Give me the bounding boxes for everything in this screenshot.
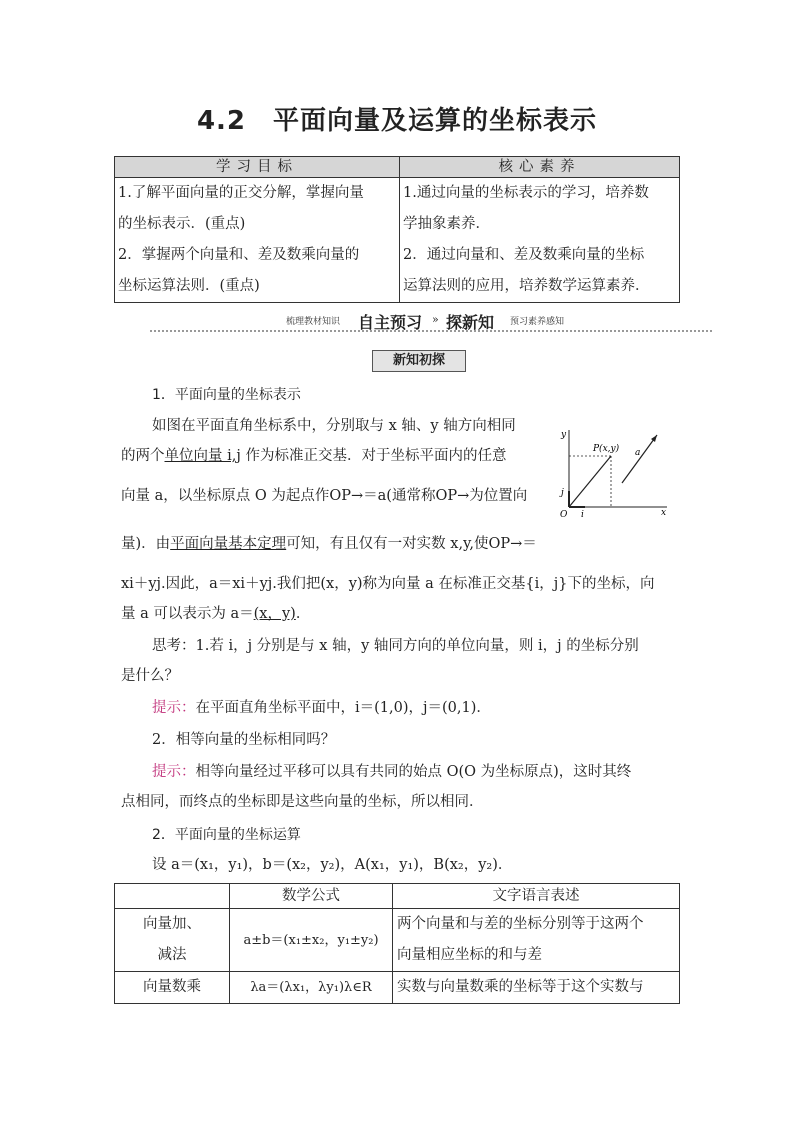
i-label: i <box>581 510 584 520</box>
ops-row-desc: 实数与向量数乘的坐标等于这个实数与 <box>393 972 680 1004</box>
ops-header-blank <box>115 884 230 909</box>
goal-line: 2．掌握两个向量和、差及数乘向量的 <box>118 247 360 263</box>
think-q2: 2．相等向量的坐标相同吗？ <box>152 732 336 748</box>
row-desc-line: 两个向量和与差的坐标分别等于这两个 <box>397 916 644 932</box>
goals-header-right: 核心素养 <box>400 157 680 178</box>
text-span: 量 a 可以表示为 a＝ <box>121 606 254 622</box>
ops-header-formula: 数学公式 <box>230 884 393 909</box>
goal-line: 坐标运算法则．(重点) <box>118 278 260 294</box>
text-span: ． <box>295 606 311 622</box>
underlined-term: (x，y) <box>253 606 296 622</box>
text-line <box>121 534 537 554</box>
goal-line: 1.了解平面向量的正交分解，掌握向量 <box>118 185 364 201</box>
banner-left-caption: 梳理教材知识 <box>286 317 341 327</box>
text-span: 量)．由 <box>121 536 171 552</box>
hint-text: 在平面直角坐标平面中，i＝(1,0)，j＝(0,1)． <box>195 700 491 716</box>
hint-label: 提示： <box>152 700 196 716</box>
hint-1 <box>152 698 491 718</box>
text-span: 作为标准正交基．对于坐标平面内的任意 <box>240 448 507 464</box>
text-line <box>121 604 310 624</box>
row-name-line: 向量加、 <box>143 916 201 932</box>
new-knowledge-tag: 新知初探 <box>372 350 466 372</box>
literacy-line: 2．通过向量和、差及数乘向量的坐标 <box>403 247 645 263</box>
underlined-term: 单位向量 i,j <box>164 448 241 464</box>
goals-right-cell <box>400 178 680 303</box>
hint-label: 提示： <box>152 764 196 780</box>
x-label: x <box>661 508 667 518</box>
hint-2 <box>152 762 631 782</box>
literacy-line: 学抽象素养． <box>403 216 490 232</box>
goals-header-left: 学习目标 <box>115 157 400 178</box>
y-label: y <box>561 430 567 440</box>
text-span: 的两个 <box>121 448 165 464</box>
banner-title-1: 自主预习 <box>358 313 423 332</box>
arrowhead <box>651 435 657 442</box>
section-banner <box>150 310 712 332</box>
hint-text: 相等向量经过平移可以具有共同的始点 O(O 为坐标原点)，这时其终 <box>195 764 632 780</box>
origin-label: O <box>560 510 568 520</box>
think-q1-cont: 是什么？ <box>121 668 179 684</box>
text-line: 向量 a，以坐标原点 O 为起点作OP→＝a(通常称OP→为位置向 <box>121 488 528 504</box>
literacy-line: 1.通过向量的坐标表示的学习，培养数 <box>403 185 649 201</box>
ops-row-formula: a±b＝(x₁±x₂，y₁±y₂) <box>230 909 393 972</box>
underlined-term: 平面向量基本定理 <box>170 536 287 552</box>
banner-title-2: 探新知 <box>446 313 495 332</box>
ops-header-desc: 文字语言表述 <box>393 884 680 909</box>
page-title: 4.2 平面向量及运算的坐标表示 <box>196 106 598 136</box>
think-q1: 思考：1.若 i，j 分别是与 x 轴，y 轴同方向的单位向量，则 i，j 的坐标分别 <box>152 638 639 654</box>
row-desc-line: 向量相应坐标的和与差 <box>397 947 542 963</box>
goal-line: 的坐标表示．(重点) <box>118 216 246 232</box>
goals-table <box>114 156 680 303</box>
literacy-line: 运算法则的应用，培养数学运算素养． <box>403 278 650 294</box>
text-line <box>121 446 506 466</box>
a-label: a <box>635 448 641 458</box>
vector-op <box>569 456 611 507</box>
row-name-line: 减法 <box>157 947 187 963</box>
goals-left-cell <box>115 178 400 303</box>
vector-a <box>622 435 657 483</box>
operations-table <box>114 883 680 1004</box>
ops-row-name <box>115 909 230 972</box>
banner-right-caption: 预习素养感知 <box>510 317 565 327</box>
section2-heading: 2．平面向量的坐标运算 <box>152 827 301 843</box>
setup-line: 设 a＝(x₁，y₁)，b＝(x₂，y₂)，A(x₁，y₁)，B(x₂，y₂)． <box>152 857 513 873</box>
dotted-divider <box>150 330 712 332</box>
ops-row-formula: λa＝(λx₁，λy₁)λ∈R <box>230 972 393 1004</box>
coordinate-figure <box>555 425 670 520</box>
section1-heading: 1．平面向量的坐标表示 <box>152 387 301 403</box>
p-label: P(x,y) <box>593 444 620 454</box>
text-line: 如图在平面直角坐标系中，分别取与 x 轴、y 轴方向相同 <box>152 418 516 434</box>
ops-row-desc <box>393 909 680 972</box>
ops-row-name: 向量数乘 <box>115 972 230 1004</box>
text-line: xi＋yj.因此，a＝xi＋yj.我们把(x，y)称为向量 a 在标准正交基{i，j}下的坐标，向 <box>121 576 655 592</box>
double-chevron-icon: » <box>432 313 439 326</box>
j-label: j <box>561 488 564 498</box>
text-span: 可知，有且仅有一对实数 x,y,使OP→＝ <box>286 536 537 552</box>
hint-2-cont: 点相同，而终点的坐标即是这些向量的坐标，所以相同． <box>121 794 484 810</box>
